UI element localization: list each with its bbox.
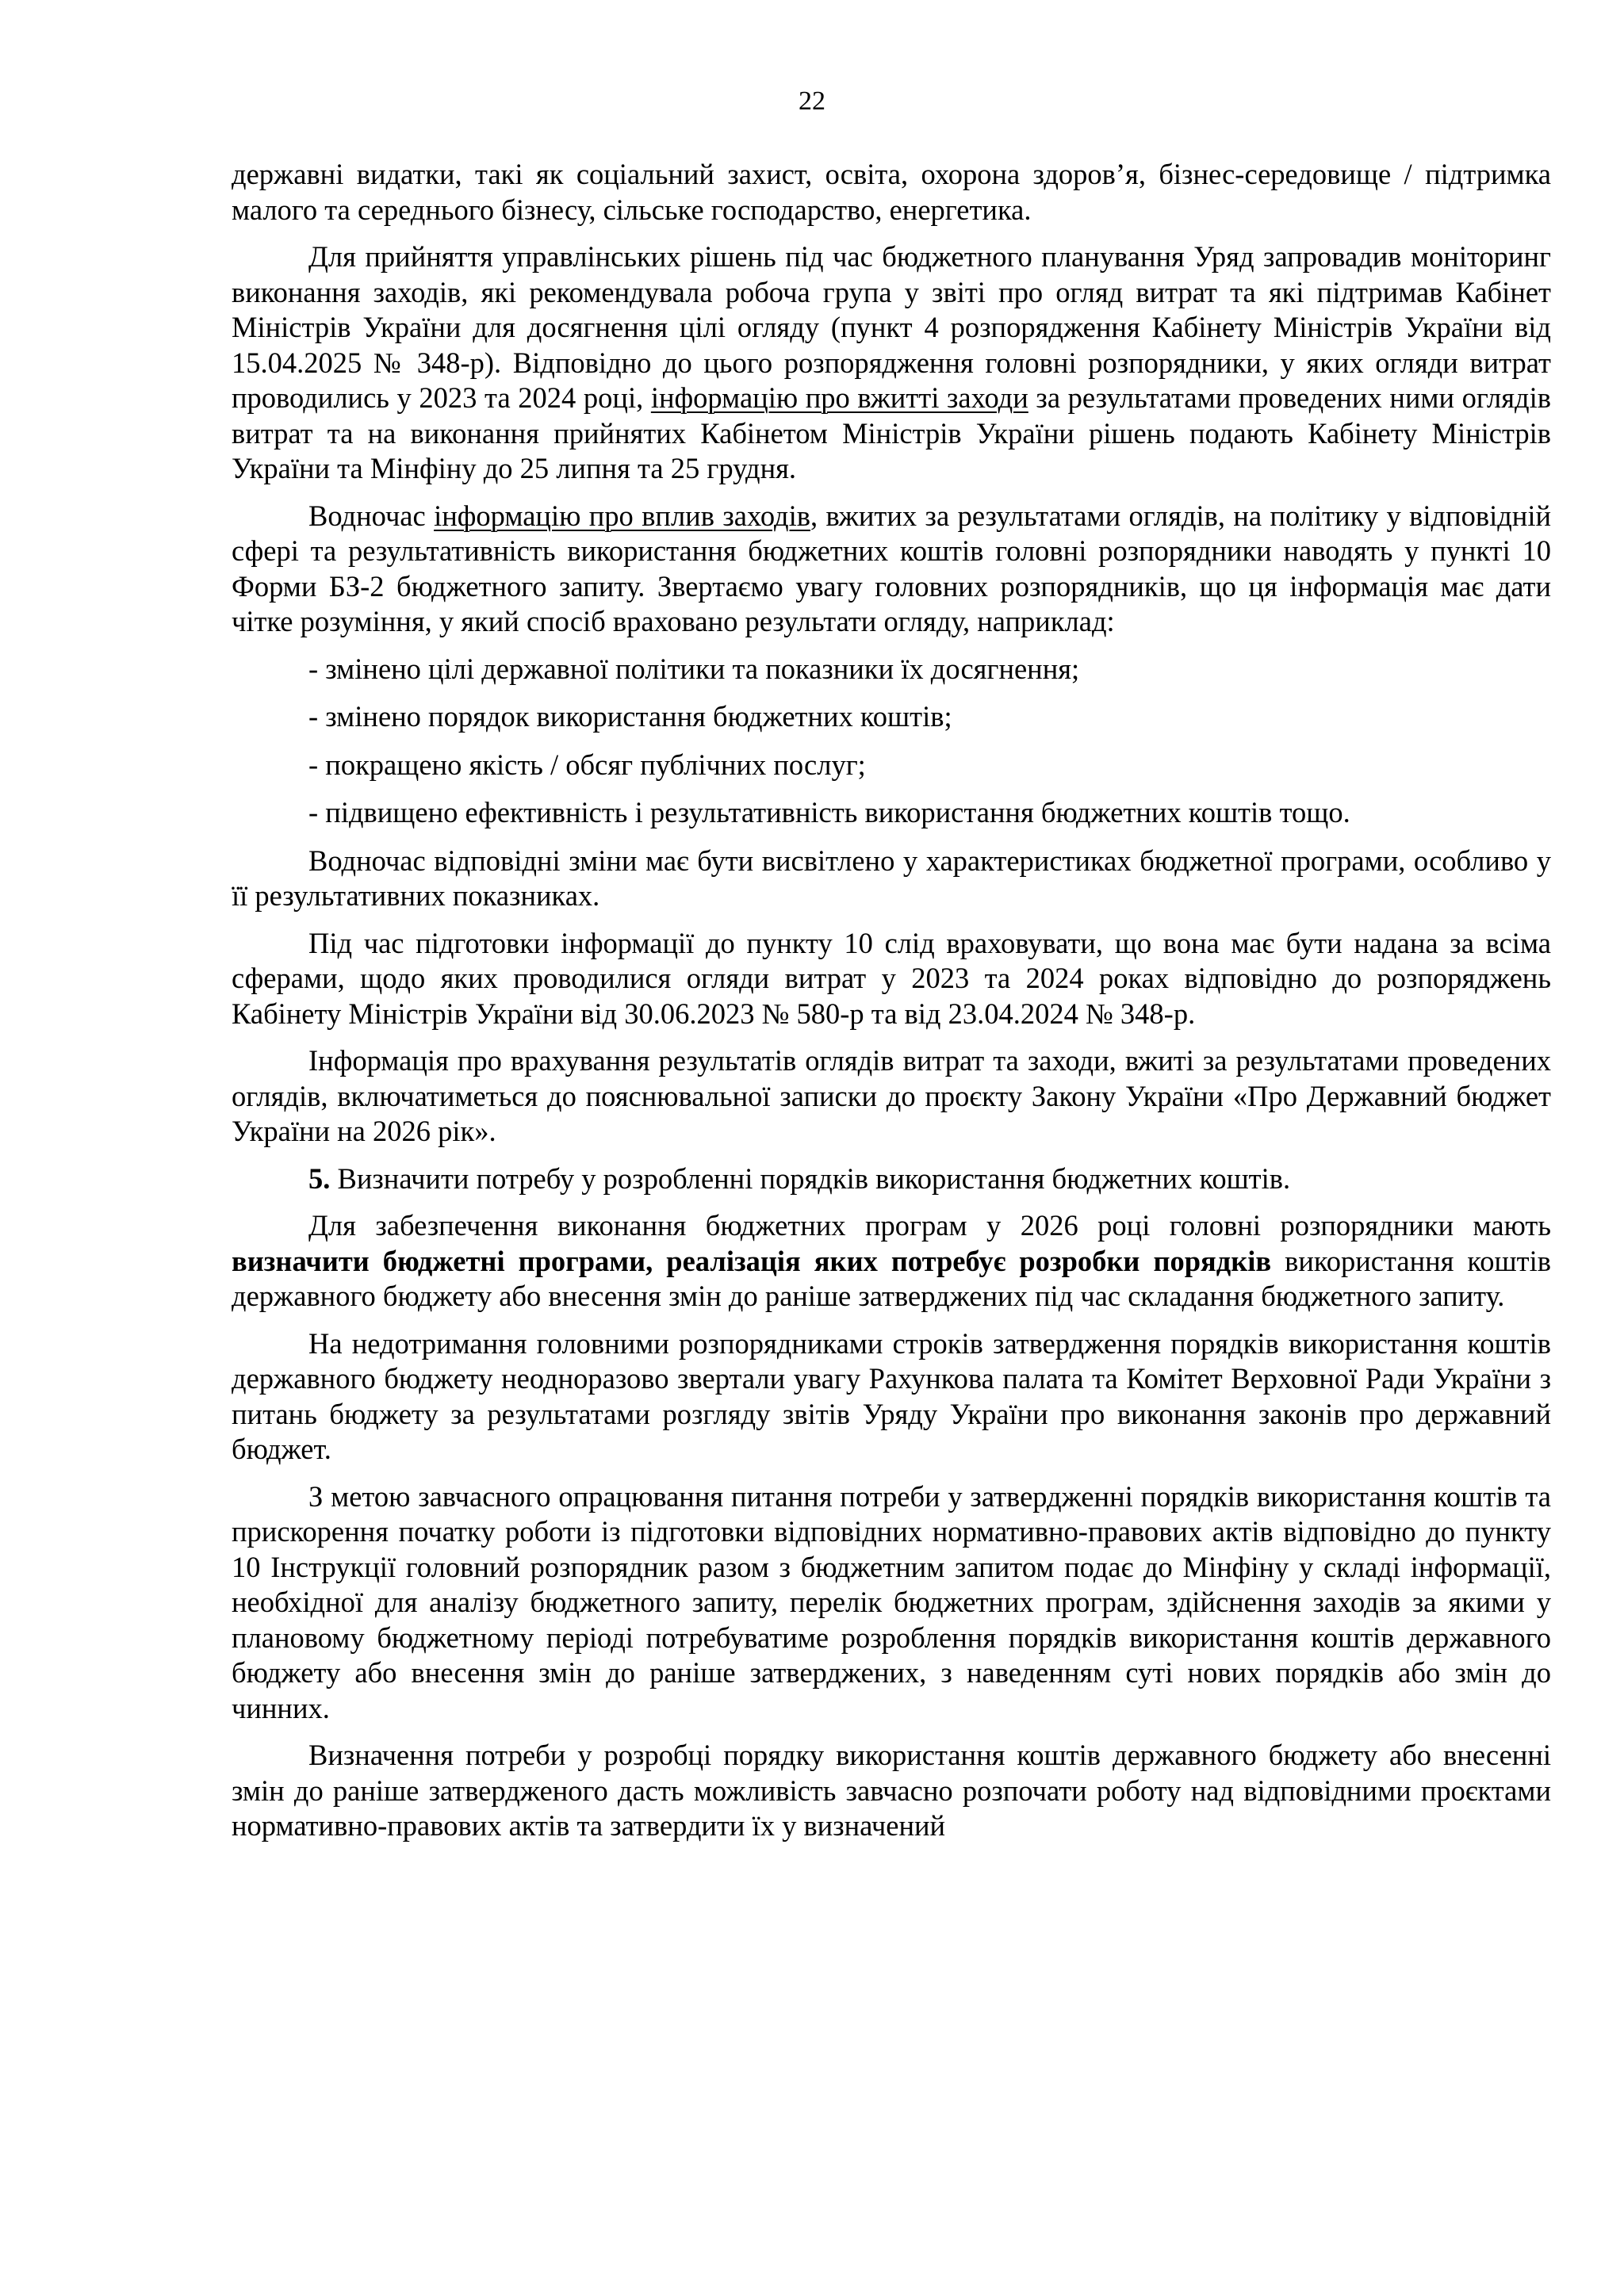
paragraph-monitoring [232,239,1551,487]
paragraph-text: використання коштів державного бюджету або внесення змін до раніше затверджених під час складання бюджетного запиту. [232,1244,1551,1312]
paragraph-text: за результатами проведених ними оглядів витрат та на виконання прийнятих Кабінетом Міністрів України рішень подають Кабінету Міністрів України та Мінфіну до 25 липня та 25 грудня. [232,381,1551,484]
underlined-phrase: інформацію про вплив заходів [434,499,810,532]
paragraph-programs [232,1208,1551,1314]
section-heading-5 [232,1161,1551,1197]
paragraph-continuation: державні видатки, такі як соціальний захист, освіта, охорона здоров’я, бізнес-середовище / підтримка малого та середнього бізнесу, сільське господарство, енергетика. [232,158,1551,226]
paragraph-explanatory-note: Інформація про врахування результатів оглядів витрат та заходи, вжиті за результатами проведених оглядів, включатиметься до пояснювальної записки до проєкту Закону України «Про Державний бюджет України на 2026 рік». [232,1044,1551,1147]
paragraph-conclusion: Визначення потреби у розробці порядку використання коштів державного бюджету або внесенні змін до раніше затвердженого дасть можливість завчасно розпочати роботу над відповідними проєктами нормативно-правових актів та затвердити їх у визначений [232,1739,1551,1842]
document-body [232,157,1551,1856]
paragraph-instruction-10: З метою завчасного опрацювання питання потреби у затвердженні порядків використання коштів та прискорення початку роботи із підготовки відповідних нормативно-правових актів відповідно до пункту 10 Інструкції головний розпорядник разом з бюджетним запитом подає до Мінфіну у складі інформації, необхідної для аналізу бюджетного запиту, перелік бюджетних програм, здійснення заходів за якими у плановому бюджетному періоді потребуватиме розроблення порядків використання коштів державного бюджету або внесення змін до раніше затверджених, з наведенням суті нових порядків або змін до чинних. [232,1479,1551,1724]
paragraph-text: Водночас [308,499,435,532]
list-item: - покращено якість / обсяг публічних послуг; [308,748,866,781]
list-item: - змінено цілі державної політики та показники їх досягнення; [308,652,1080,685]
list-item: - змінено порядок використання бюджетних коштів; [308,700,952,733]
page-number: 22 [799,86,825,116]
paragraph-impact-info [232,499,1551,640]
list-item: - підвищено ефективність і результативність використання бюджетних коштів тощо. [308,796,1350,828]
paragraph-point-10: Під час підготовки інформації до пункту 10 слід враховувати, що вона має бути надана за всіма сферами, щодо яких проводилися огляди витрат у 2023 та 2024 роках відповідно до розпоряджень Кабінету Міністрів України від 30.06.2023 № 580-р та від 23.04.2024 № 348-р. [232,926,1551,1030]
paragraph-changes: Водночас відповідні зміни має бути висвітлено у характеристиках бюджетної програми, особливо у її результативних показниках. [232,844,1551,912]
section-number: 5. [308,1161,331,1195]
paragraph-text: Для прийняття управлінських рішень під час бюджетного планування Уряд запровадив моніторинг виконання заходів, які рекомендувала робоча група у звіті про огляд витрат та які підтримав Кабінет Міністрів України для досягнення цілі огляду (пункт 4 розпорядження Кабінету Міністрів України від 15.04.2025 № 348-р). Відповідно до цього розпорядження головні розпорядники, у яких огляди витрат проводились у 2023 та 2024 році, [232,240,1551,414]
paragraph-text: , вжитих за результатами оглядів, на політику у відповідній сфері та результативність використання бюджетних коштів головні розпорядники наводять у пункті 10 Форми БЗ-2 бюджетного запиту. Звертаємо увагу головних розпорядників, що ця інформація має дати чітке розуміння, у який спосіб враховано результати огляду, наприклад: [232,499,1551,637]
paragraph-audit-chamber: На недотримання головними розпорядниками строків затвердження порядків використання коштів державного бюджету неодноразово звертали увагу Рахункова палата та Комітет Верховної Ради України з питань бюджету за результатами розгляду звітів Уряду України про виконання законів про державний бюджет. [232,1326,1551,1465]
underlined-phrase: інформацію про вжитті заходи [650,381,1028,414]
bold-phrase: визначити бюджетні програми, реалізація яких потребує розробки порядків [232,1244,1272,1277]
paragraph-text: Для забезпечення виконання бюджетних програм у 2026 році головні розпорядники мають [308,1209,1551,1242]
section-title: Визначити потребу у розробленні порядків використання бюджетних коштів. [330,1161,1291,1195]
